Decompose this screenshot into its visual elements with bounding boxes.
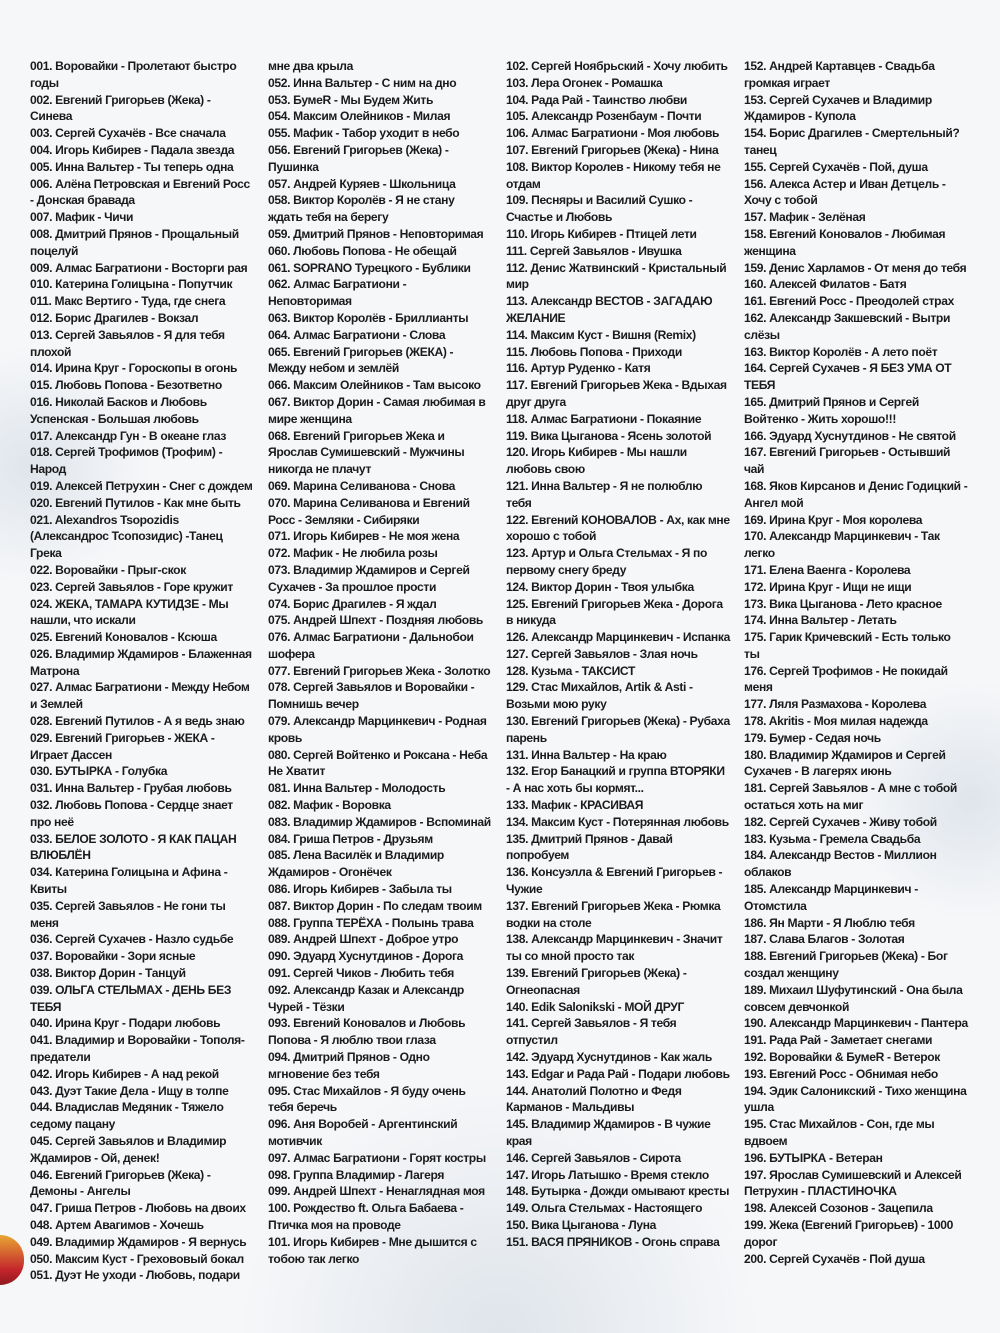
track-entry: 150. Вика Цыганова - Луна (506, 1217, 657, 1232)
tracklist-column-2 (268, 58, 492, 1266)
track-entry: 020. Евгений Путилов - Как мне быть (30, 495, 241, 510)
track-entry: 136. Консуэлла & Евгений Григорьев - Чужие (506, 865, 723, 897)
track-entry: 026. Владимир Ждамиров - Блаженная Матрона (30, 646, 252, 678)
track-entry: 010. Катерина Голицына - Попутчик (30, 277, 233, 292)
track-entry: 126. Александр Марцинкевич - Испанка (506, 630, 730, 645)
track-entry: 079. Александр Марцинкевич - Родная кровь (268, 714, 487, 745)
track-entry: 070. Марина Селиванова и Евгений Росс - Земляки - Сибиряки (268, 495, 470, 527)
track-entry: 013. Сергей Завьялов - Я для тебя плохой (30, 327, 225, 359)
track-entry: 080. Сергей Войтенко и Роксана - Неба Не Хватит (268, 747, 488, 779)
track-entry: 004. Игорь Кибирев - Падала звезда (30, 142, 235, 157)
track-entry: 024. ЖЕКА, ТАМАРА КУТИДЗЕ - Мы нашли, что искали (30, 596, 229, 628)
track-entry: 015. Любовь Попова - Безответно (30, 378, 222, 393)
track-entry: 112. Денис Жатвинский - Кристальный мир (506, 260, 727, 292)
track-entry: 002. Евгений Григорьев (Жека) - Синева (30, 92, 211, 124)
track-entry: 011. Макс Вертиго - Туда, где снега (30, 294, 226, 309)
track-entry: 072. Мафик - Не любила розы (268, 546, 438, 561)
track-entry: 088. Группа ТЕРЁХА - Полынь трава (268, 915, 474, 930)
track-entry: 035. Сергей Завьялов - Не гони ты меня (30, 898, 226, 930)
track-entry: 160. Алексей Филатов - Батя (744, 277, 907, 292)
track-entry: 006. Алёна Петровская и Евгений Росс - Донская бравада (30, 176, 250, 208)
track-entry: 023. Сергей Завьялов - Горе кружит (30, 579, 233, 594)
track-entry: 102. Сергей Ноябрьский - Хочу любить (506, 59, 728, 73)
track-entry: 129. Стас Михайлов, Artik & Asti - Возьми мою руку (506, 680, 693, 712)
track-entry: 101. Игорь Кибирев - Мне дышится с тобою так легко (268, 1234, 477, 1266)
track-entry: 091. Сергей Чиков - Любить тебя (268, 966, 454, 981)
track-entry: 103. Лера Огонек - Ромашка (506, 75, 663, 90)
track-entry: 089. Андрей Шпехт - Доброе утро (268, 932, 459, 947)
tracklist-column-1 (30, 58, 254, 1283)
track-entry: 104. Рада Рай - Таинство любви (506, 92, 688, 107)
track-entry: 176. Сергей Трофимов - Не покидай меня (744, 663, 948, 695)
track-entry: 029. Евгений Григорьев - ЖЕКА - Играет Дассен (30, 730, 215, 762)
track-entry: 038. Виктор Дорин - Танцуй (30, 966, 186, 981)
track-entry: 174. Инна Вальтер - Летать (744, 613, 897, 628)
track-entry: 142. Эдуард Хуснутдинов - Как жаль (506, 1050, 712, 1065)
track-entry: 152. Андрей Картавцев - Свадьба громкая играет (744, 59, 935, 90)
track-entry: 180. Владимир Ждамиров и Сергей Сухачев - В лагерях июнь (744, 747, 946, 779)
track-entry: 121. Инна Вальтер - Я не полюблю тебя (506, 478, 703, 510)
track-entry: 194. Эдик Салоникский - Тихо женщина ушла (744, 1083, 967, 1115)
track-entry: 060. Любовь Попова - Не обещай (268, 243, 457, 258)
track-entry: 016. Николай Басков и Любовь Успенская - Большая любовь (30, 394, 207, 426)
track-entry: 153. Сергей Сухачев и Владимир Ждамиров - Купола (744, 92, 932, 124)
track-entry: 061. SOPRANO Турецкого - Бублики (268, 260, 471, 275)
track-entry: 085. Лена Василёк и Владимир Ждамиров - Огонёчек (268, 848, 444, 880)
track-entry: 170. Александр Марцинкевич - Так легко (744, 529, 940, 561)
track-entry: 148. Бутырка - Дожди омывают кресты (506, 1184, 730, 1199)
track-entry: 166. Эдуард Хуснутдинов - Не святой (744, 428, 956, 443)
track-entry: 191. Рада Рай - Заметает снегами (744, 1033, 933, 1048)
track-entry: 186. Ян Марти - Я Люблю тебя (744, 915, 915, 930)
track-entry: 058. Виктор Королёв - Я не стану ждать тебя на берегу (268, 193, 455, 225)
track-entry: 138. Александр Марцинкевич - Значит ты со мной просто так (506, 932, 723, 964)
track-entry: 001. Воровайки - Пролетают быстро годы (30, 59, 237, 90)
track-entry: 189. Михаил Шуфутинский - Она была совсем девчонкой (744, 982, 963, 1014)
track-entry: 111. Сергей Завьялов - Ивушка (506, 243, 682, 258)
track-entry: 074. Борис Драгилев - Я ждал (268, 596, 437, 611)
track-entry: 054. Максим Олейников - Милая (268, 109, 451, 124)
track-entry: 133. Мафик - КРАСИВАЯ (506, 798, 644, 813)
track-entry: 009. Алмас Багратиони - Восторги рая (30, 260, 248, 275)
track-entry: 032. Любовь Попова - Сердце знает про неё (30, 798, 233, 829)
track-entry: 081. Инна Вальтер - Молодость (268, 781, 446, 796)
track-entry: 008. Дмитрий Прянов - Прощальный поцелуй (30, 226, 239, 258)
track-entry: 041. Владимир и Воровайки - Тополя-предатели (30, 1033, 245, 1065)
track-entry: 073. Владимир Ждамиров и Сергей Сухачев - За прошлое прости (268, 562, 470, 594)
track-entry: 042. Игорь Кибирев - А над рекой (30, 1066, 219, 1081)
track-entry: 028. Евгений Путилов - А я ведь знаю (30, 714, 245, 729)
track-entry: мне два крыла (268, 59, 354, 73)
track-entry: 127. Сергей Завьялов - Злая ночь (506, 646, 698, 661)
track-entry: 022. Воровайки - Прыг-скок (30, 562, 186, 577)
track-entry: 036. Сергей Сухачев - Назло судьбе (30, 932, 234, 947)
track-entry: 066. Максим Олейников - Там высоко (268, 378, 481, 393)
track-entry: 137. Евгений Григорьев Жека - Рюмка водки на столе (506, 898, 721, 930)
track-entry: 051. Дуэт Не уходи - Любовь, подари (30, 1268, 240, 1283)
track-entry: 190. Александр Марцинкевич - Пантера (744, 1016, 968, 1031)
track-entry: 065. Евгений Григорьев (ЖЕКА) - Между небом и землёй (268, 344, 454, 376)
track-entry: 027. Алмас Багратиони - Между Небом и Землей (30, 680, 250, 712)
track-entry: 012. Борис Драгилев - Вокзал (30, 310, 199, 325)
track-entry: 199. Жека (Евгений Григорьев) - 1000 дорог (744, 1217, 954, 1249)
track-entry: 017. Александр Гун - В океане глаз (30, 428, 227, 443)
track-entry: 117. Евгений Григорьев Жека - Вдыхая друг друга (506, 378, 727, 409)
track-entry: 033. БЕЛОЕ ЗОЛОТО - Я КАК ПАЦАН ВЛЮБЛЁН (30, 831, 237, 863)
track-entry: 086. Игорь Кибирев - Забыла ты (268, 882, 452, 897)
track-entry: 056. Евгений Григорьев (Жека) - Пушинка (268, 142, 449, 174)
track-entry: 155. Сергей Сухачёв - Пой, душа (744, 159, 928, 174)
track-entry: 113. Александр ВЕСТОВ - ЗАГАДАЮ ЖЕЛАНИЕ (506, 294, 713, 325)
track-entry: 165. Дмитрий Прянов и Сергей Войтенко - Жить хорошо!!! (744, 394, 919, 426)
track-entry: 171. Елена Ваенга - Королева (744, 562, 911, 577)
track-entry: 123. Артур и Ольга Стельмах - Я по первому снегу бреду (506, 546, 708, 577)
track-entry: 135. Дмитрий Прянов - Давай попробуем (506, 831, 673, 863)
track-entry: 147. Игорь Латышко - Время стекло (506, 1167, 709, 1182)
track-entry: 120. Игорь Кибирев - Мы нашли любовь свою (506, 445, 687, 477)
track-entry: 141. Сергей Завьялов - Я тебя отпустил (506, 1016, 677, 1048)
track-entry: 055. Мафик - Табор уходит в небо (268, 126, 460, 141)
track-entry: 050. Максим Куст - Грехововый бокал (30, 1251, 244, 1266)
track-entry: 149. Ольга Стельмах - Настоящего (506, 1201, 703, 1216)
track-entry: 196. БУТЫРКА - Ветеран (744, 1150, 883, 1165)
track-entry: 151. ВАСЯ ПРЯНИКОВ - Огонь справа (506, 1234, 720, 1249)
track-entry: 130. Евгений Григорьев (Жека) - Рубаха парень (506, 714, 730, 745)
track-entry: 007. Мафик - Чичи (30, 210, 134, 225)
track-entry: 046. Евгений Григорьев (Жека) - Демоны - Ангелы (30, 1167, 211, 1199)
track-entry: 128. Кузьма - ТАКСИСТ (506, 663, 636, 678)
track-entry: 005. Инна Вальтер - Ты теперь одна (30, 159, 234, 174)
track-entry: 173. Вика Цыганова - Лето красное (744, 596, 942, 611)
track-entry: 195. Стас Михайлов - Сон, где мы вдвоем (744, 1117, 935, 1148)
track-entry: 115. Любовь Попова - Приходи (506, 344, 682, 359)
track-entry: 097. Алмас Багратиони - Горят костры (268, 1150, 486, 1165)
track-entry: 034. Катерина Голицына и Афина - Квиты (30, 865, 228, 897)
track-entry: 109. Песняры и Василий Сушко - Счастье и Любовь (506, 193, 693, 225)
track-entry: 168. Яков Кирсанов и Денис Годицкий - Ангел мой (744, 478, 968, 510)
track-entry: 078. Сергей Завьялов и Воровайки - Помнишь вечер (268, 680, 475, 712)
tracklist-column-3 (506, 58, 730, 1263)
track-entry: 175. Гарик Кричевский - Есть только ты (744, 630, 951, 661)
track-entry: 039. ОЛЬГА СТЕЛЬМАХ - ДЕНЬ БЕЗ ТЕБЯ (30, 982, 232, 1014)
track-entry: 077. Евгений Григорьев Жека - Золотко (268, 663, 491, 678)
track-entry: 087. Виктор Дорин - По следам твоим (268, 898, 482, 913)
track-entry: 069. Марина Селиванова - Снова (268, 478, 456, 493)
track-entry: 134. Максим Куст - Потерянная любовь (506, 814, 729, 829)
track-entry: 169. Ирина Круг - Моя королева (744, 512, 923, 527)
track-entry: 161. Евгений Росс - Преодолей страх (744, 294, 954, 309)
track-entry: 108. Виктор Королев - Никому тебя не отдам (506, 159, 721, 191)
track-entry: 132. Егор Банацкий и группа ВТОРЯКИ - А нас хоть бы кормят... (506, 764, 725, 796)
track-entry: 043. Дуэт Такие Дела - Ищу в толпе (30, 1083, 229, 1098)
track-entry: 037. Воровайки - Зори ясные (30, 949, 196, 964)
track-entry: 139. Евгений Григорьев (Жека) - Огнеопасная (506, 966, 687, 997)
track-entry: 177. Ляля Размахова - Королева (744, 697, 927, 712)
track-entry: 044. Владислав Медяник - Тяжело седому пацану (30, 1100, 224, 1132)
track-entry: 124. Виктор Дорин - Твоя улыбка (506, 579, 694, 594)
track-entry: 110. Игорь Кибирев - Птицей лети (506, 226, 697, 241)
track-entry: 125. Евгений Григорьев Жека - Дорога в никуда (506, 596, 723, 628)
track-entry: 187. Слава Благов - Золотая (744, 932, 905, 947)
track-entry: 025. Евгений Коновалов - Ксюша (30, 630, 217, 645)
track-entry: 159. Денис Харламов - От меня до тебя (744, 260, 967, 275)
track-entry: 064. Алмас Багратиони - Слова (268, 327, 446, 342)
track-entry: 184. Александр Вестов - Миллион облаков (744, 848, 937, 880)
track-entry: 200. Сергей Сухачёв - Пой душа (744, 1251, 925, 1266)
track-entry: 164. Сергей Сухачев - Я БЕЗ УМА ОТ ТЕБЯ (744, 361, 952, 393)
track-entry: 197. Ярослав Сумишевский и Алексей Петрухин - ПЛАСТИНОЧКА (744, 1167, 962, 1199)
track-entry: 052. Инна Вальтер - С ним на дно (268, 75, 457, 90)
track-entry: 099. Андрей Шпехт - Ненаглядная моя (268, 1184, 485, 1199)
track-entry: 182. Сергей Сухачев - Живу тобой (744, 814, 937, 829)
track-entry: 053. БумеR - Мы Будем Жить (268, 92, 434, 107)
track-entry: 014. Ирина Круг - Гороскопы в огонь (30, 361, 238, 376)
track-entry: 179. Бумер - Седая ночь (744, 730, 881, 745)
track-entry: 098. Группа Владимир - Лагеря (268, 1167, 445, 1182)
track-entry: 031. Инна Вальтер - Грубая любовь (30, 781, 232, 796)
track-entry: 018. Сергей Трофимов (Трофим) - Народ (30, 445, 223, 477)
track-entry: 047. Гриша Петров - Любовь на двоих (30, 1201, 246, 1216)
track-entry: 122. Евгений КОНОВАЛОВ - Ах, как мне хорошо с тобой (506, 512, 730, 544)
track-entry: 076. Алмас Багратиони - Дальнобои шофера (268, 630, 474, 661)
track-entry: 162. Александр Закшевский - Вытри слёзы (744, 310, 951, 342)
track-entry: 083. Владимир Ждамиров - Вспоминай (268, 814, 491, 829)
track-entry: 185. Александр Марцинкевич - Отомстила (744, 882, 918, 913)
track-entry: 075. Андрей Шпехт - Поздняя любовь (268, 613, 484, 628)
track-entry: 181. Сергей Завьялов - А мне с тобой остаться хоть на миг (744, 781, 957, 813)
track-entry: 158. Евгений Коновалов - Любимая женщина (744, 226, 946, 258)
track-entry: 198. Алексей Созонов - Зацепила (744, 1201, 933, 1216)
track-entry: 157. Мафик - Зелёная (744, 210, 866, 225)
track-entry: 107. Евгений Григорьев (Жека) - Нина (506, 142, 719, 157)
track-entry: 095. Стас Михайлов - Я буду очень тебя беречь (268, 1083, 466, 1115)
track-entry: 145. Владимир Ждамиров - В чужие края (506, 1117, 711, 1148)
track-entry: 167. Евгений Григорьев - Остывший чай (744, 445, 951, 477)
track-entry: 096. Аня Воробей - Аргентинский мотивчик (268, 1117, 458, 1148)
track-entry: 105. Александр Розенбаум - Почти (506, 109, 702, 124)
track-entry: 116. Артур Руденко - Катя (506, 361, 651, 376)
track-entry: 059. Дмитрий Прянов - Неповторимая (268, 226, 484, 241)
track-entry: 045. Сергей Завьялов и Владимир Ждамиров - Ой, денек! (30, 1134, 227, 1165)
track-entry: 114. Максим Куст - Вишня (Remix) (506, 327, 696, 342)
track-entry: 156. Алекса Астер и Иван Детцель - Хочу с тобой (744, 176, 946, 208)
track-entry: 100. Рождество ft. Ольга Бабаева - Птичка моя на проводе (268, 1201, 464, 1232)
track-entry: 183. Кузьма - Гремела Свадьба (744, 831, 921, 846)
track-entry: 071. Игорь Кибирев - Не моя жена (268, 529, 460, 544)
track-entry: 030. БУТЫРКА - Голубка (30, 764, 168, 779)
track-entry: 019. Алексей Петрухин - Снег с дождем (30, 478, 253, 493)
track-entry: 040. Ирина Круг - Подари любовь (30, 1016, 221, 1031)
track-entry: 119. Вика Цыганова - Ясень золотой (506, 428, 712, 443)
track-entry: 140. Edik Salonikski - МОЙ ДРУГ (506, 999, 684, 1014)
tracklist (30, 58, 970, 1283)
track-entry: 131. Инна Вальтер - На краю (506, 747, 667, 762)
track-entry: 193. Евгений Росс - Обнимая небо (744, 1066, 938, 1081)
track-entry: 188. Евгений Григорьев (Жека) - Бог создал женщину (744, 949, 948, 981)
track-entry: 082. Мафик - Воровка (268, 798, 391, 813)
track-entry: 154. Борис Драгилев - Смертельный? танец (744, 126, 960, 157)
track-entry: 192. Воровайки & БумеR - Ветерок (744, 1050, 940, 1065)
track-entry: 068. Евгений Григорьев Жека и Ярослав Сумишевский - Мужчины никогда не плачут (268, 428, 465, 477)
track-entry: 062. Алмас Багратиони - Неповторимая (268, 277, 407, 309)
track-entry: 067. Виктор Дорин - Самая любимая в мире женщина (268, 394, 486, 426)
track-entry: 106. Алмас Багратиони - Моя любовь (506, 126, 720, 141)
track-entry: 094. Дмитрий Прянов - Одно мгновение без тебя (268, 1050, 430, 1081)
track-entry: 144. Анатолий Полотно и Федя Карманов - Мальдивы (506, 1083, 682, 1115)
track-entry: 090. Эдуард Хуснутдинов - Дорога (268, 949, 464, 964)
track-entry: 146. Сергей Завьялов - Сирота (506, 1150, 681, 1165)
track-entry: 063. Виктор Королёв - Бриллианты (268, 310, 469, 325)
track-entry: 172. Ирина Круг - Ищи не ищи (744, 579, 912, 594)
track-entry: 084. Гриша Петров - Друзьям (268, 831, 433, 846)
track-entry: 048. Артем Авагимов - Хочешь (30, 1217, 204, 1232)
track-entry: 003. Сергей Сухачёв - Все сначала (30, 126, 226, 141)
track-entry: 093. Евгений Коновалов и Любовь Попова - Я люблю твои глаза (268, 1016, 466, 1048)
track-entry: 143. Edgar и Рада Рай - Подари любовь (506, 1066, 730, 1081)
tracklist-column-4 (744, 58, 968, 1266)
track-entry: 163. Виктор Королёв - А лето поёт (744, 344, 938, 359)
track-entry: 178. Akritis - Моя милая надежда (744, 714, 928, 729)
track-entry: 092. Александр Казак и Александр Чурей - Тёзки (268, 982, 464, 1014)
track-entry: 057. Андрей Куряев - Школьница (268, 176, 456, 191)
track-entry: 118. Алмас Багратиони - Покаяние (506, 411, 702, 426)
track-entry: 049. Владимир Ждамиров - Я вернусь (30, 1234, 247, 1249)
track-entry: 021. Alexandros Tsopozidis (Александрос Тсопозидис) -Танец Грека (30, 512, 223, 561)
